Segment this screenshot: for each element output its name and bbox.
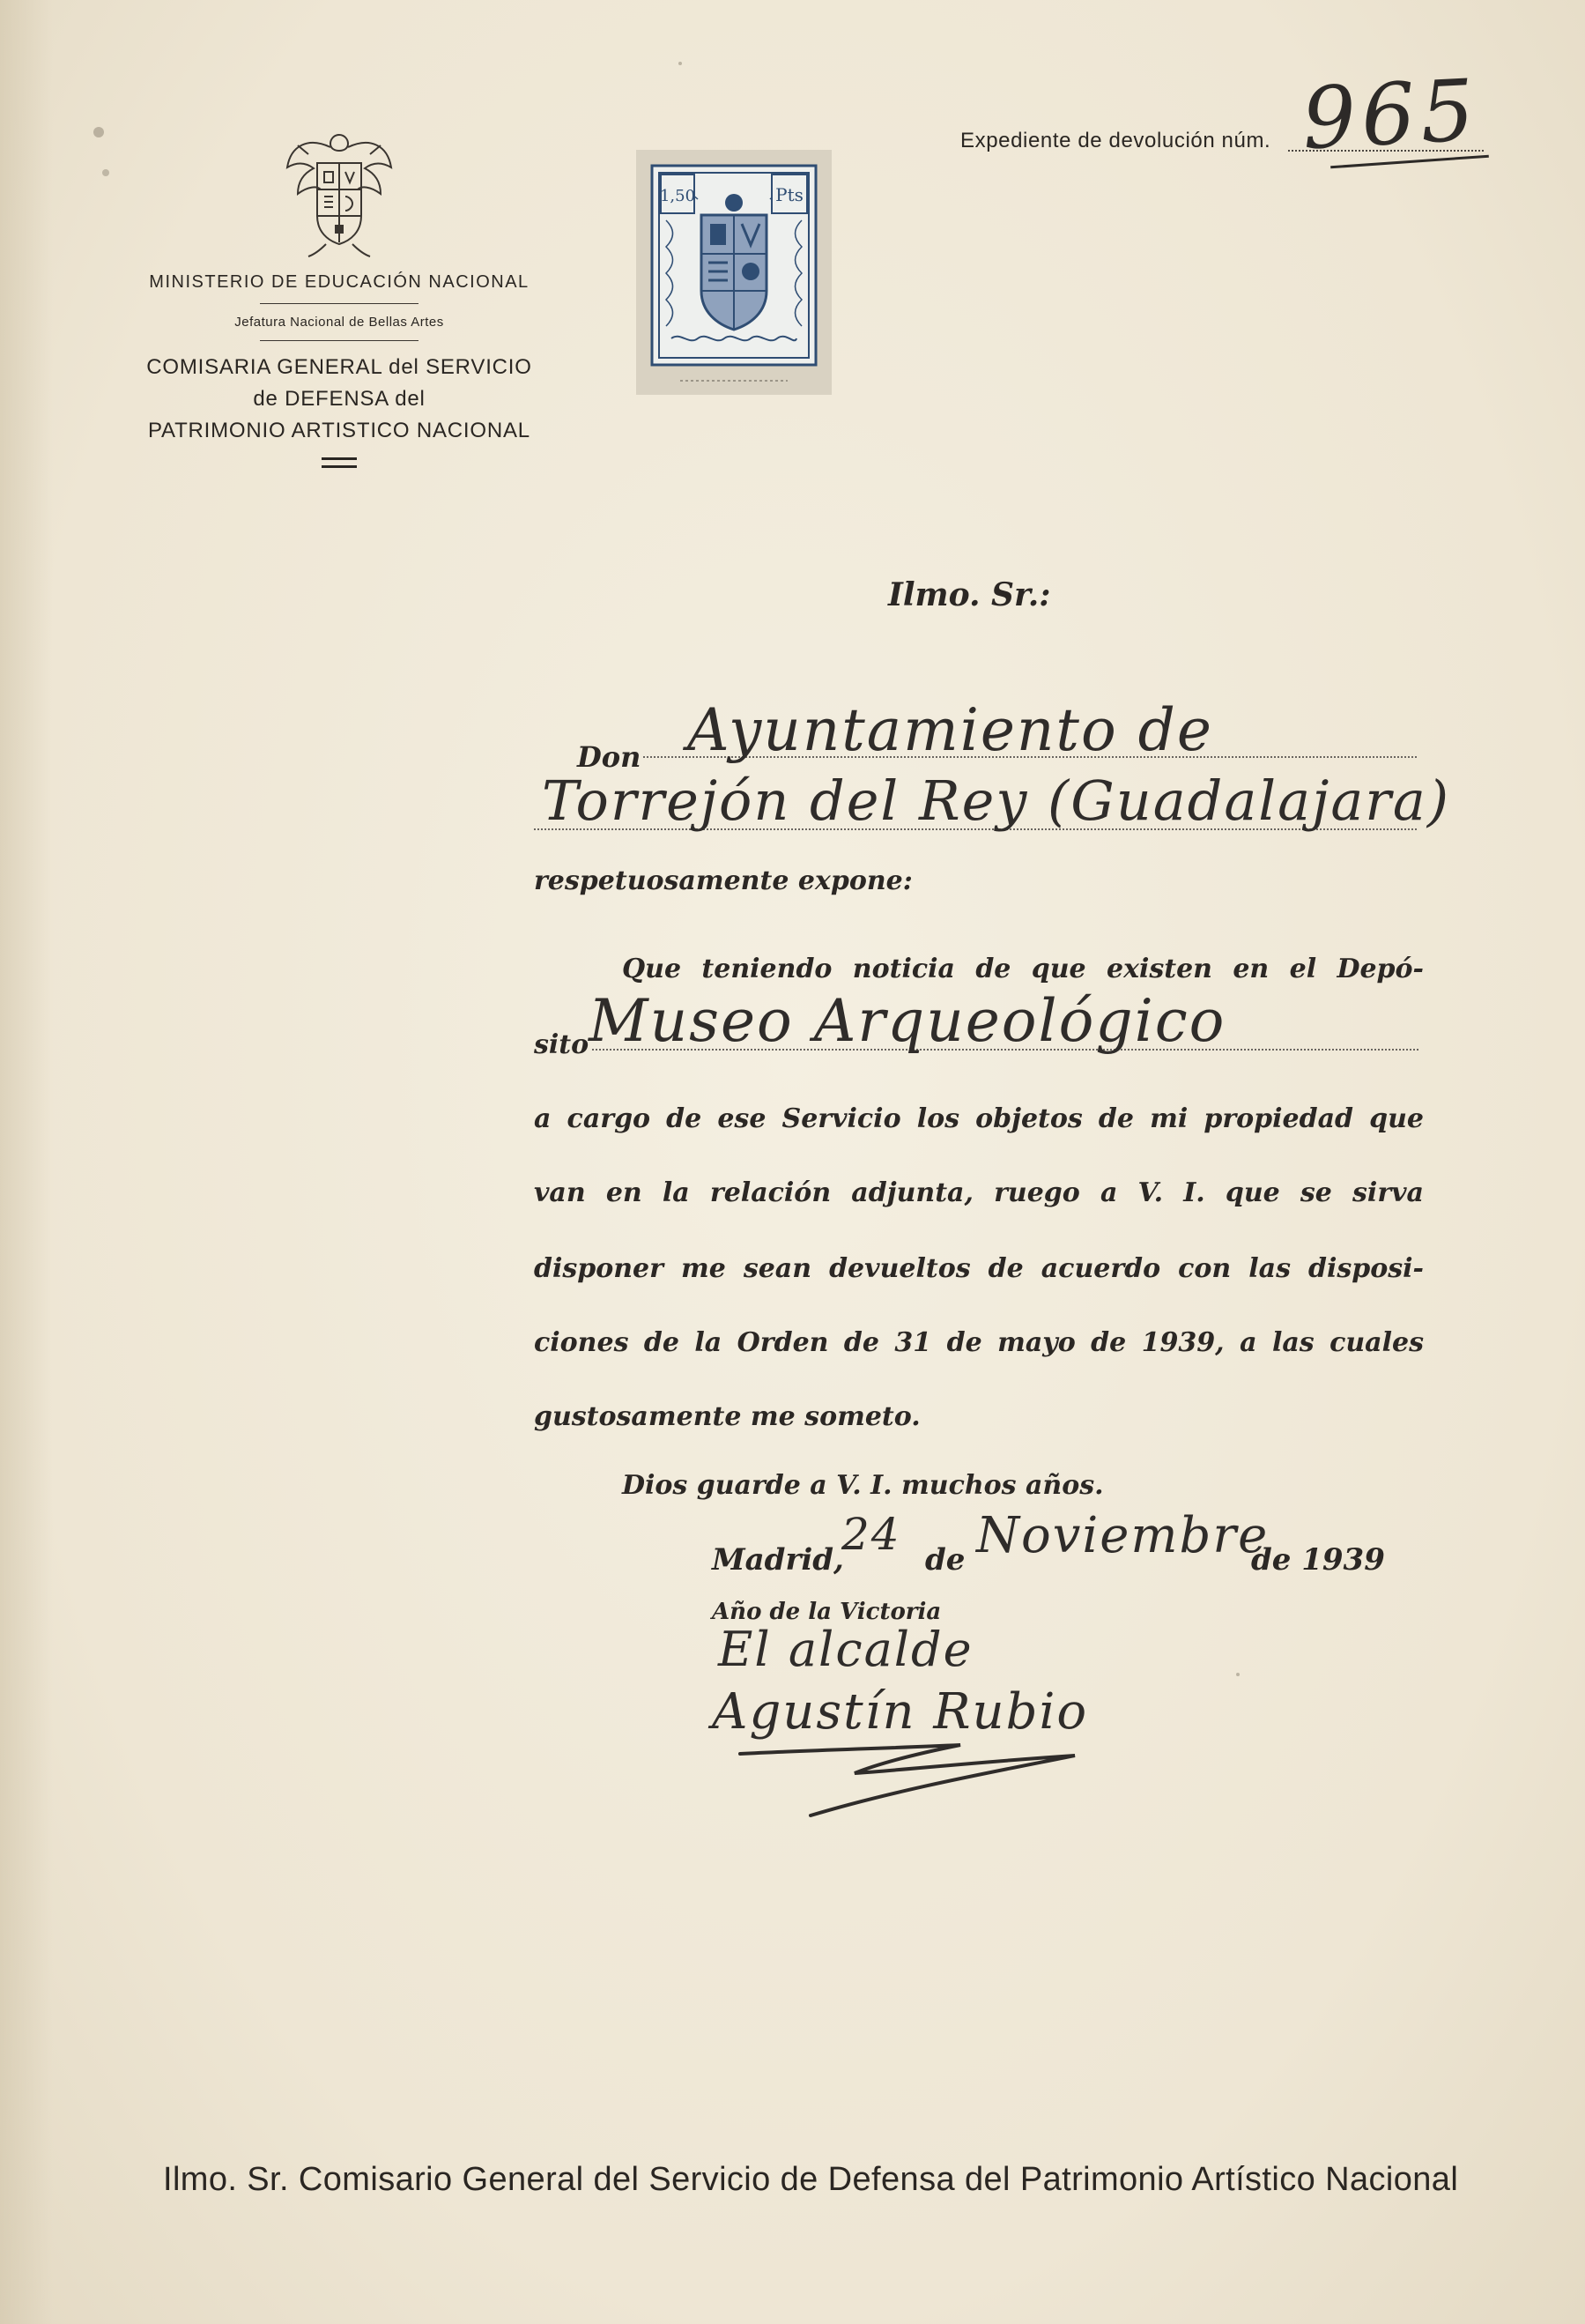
fiscal-stamp	[636, 150, 832, 395]
comisaria-name	[106, 352, 573, 447]
date-year: de 1939	[1251, 1542, 1385, 1578]
expediente-label: Expediente de devolución núm.	[960, 129, 1271, 152]
addressee-footer: Ilmo. Sr. Comisario General del Servicio de Defensa del Patrimonio Artístico Nacional	[163, 2161, 1459, 2198]
stamp-value: 1,50	[659, 187, 696, 205]
divider	[260, 340, 418, 341]
comisaria-line: de DEFENSA del	[253, 387, 426, 411]
don-label: Don	[577, 740, 641, 774]
salutation: Ilmo. Sr.:	[888, 576, 1051, 613]
signature-title-handwritten: El alcalde	[718, 1622, 974, 1677]
comisaria-line: PATRIMONIO ARTISTICO NACIONAL	[148, 419, 530, 442]
signature-name-handwritten: Agustín Rubio	[712, 1683, 1089, 1741]
expediente-number: 965	[1300, 60, 1483, 169]
petitioner-handwritten-2: Torrejón del Rey (Guadalajara)	[542, 768, 1451, 833]
signature-flourish	[705, 1727, 1110, 1824]
body-line: gustosamente me someto.	[534, 1401, 921, 1432]
body-line: van en la relación adjunta, ruego a V. I. que se sirva	[534, 1177, 1424, 1208]
jefatura-name: Jefatura Nacional de Bellas Artes	[234, 315, 444, 330]
date-de: de	[925, 1542, 966, 1578]
eagle-coat-of-arms-icon	[282, 128, 396, 260]
ministry-name: MINISTERIO DE EDUCACIÓN NACIONAL	[149, 272, 530, 292]
body-line: a cargo de ese Servicio los objetos de mi propiedad que	[534, 1103, 1424, 1134]
date-month-handwritten: Noviembre	[976, 1507, 1270, 1564]
double-rule	[322, 457, 357, 468]
divider	[260, 303, 418, 304]
date-day-handwritten: 24	[841, 1509, 901, 1560]
closing-line: Dios guarde a V. I. muchos años.	[622, 1470, 1104, 1501]
comisaria-line: COMISARIA GENERAL del SERVICIO	[146, 355, 532, 379]
sito-label: sito	[534, 1029, 589, 1060]
body-line: ciones de la Orden de 31 de mayo de 1939, a las cuales	[534, 1327, 1424, 1358]
ano-victoria: Año de la Victoria	[712, 1599, 942, 1625]
fiscal-stamp-icon	[636, 150, 832, 395]
letterhead	[106, 128, 573, 468]
body-line: Que teniendo noticia de que existen en el Depó-	[622, 954, 1424, 984]
date-city: Madrid,	[712, 1542, 844, 1578]
petitioner-handwritten-1: Ayuntamiento de	[687, 696, 1213, 764]
body-line: disponer me sean devueltos de acuerdo con las disposi-	[534, 1253, 1424, 1284]
stamp-currency: Pts	[775, 184, 804, 205]
deposito-handwritten: Museo Arqueológico	[589, 987, 1226, 1055]
expone-line: respetuosamente expone:	[534, 865, 913, 896]
